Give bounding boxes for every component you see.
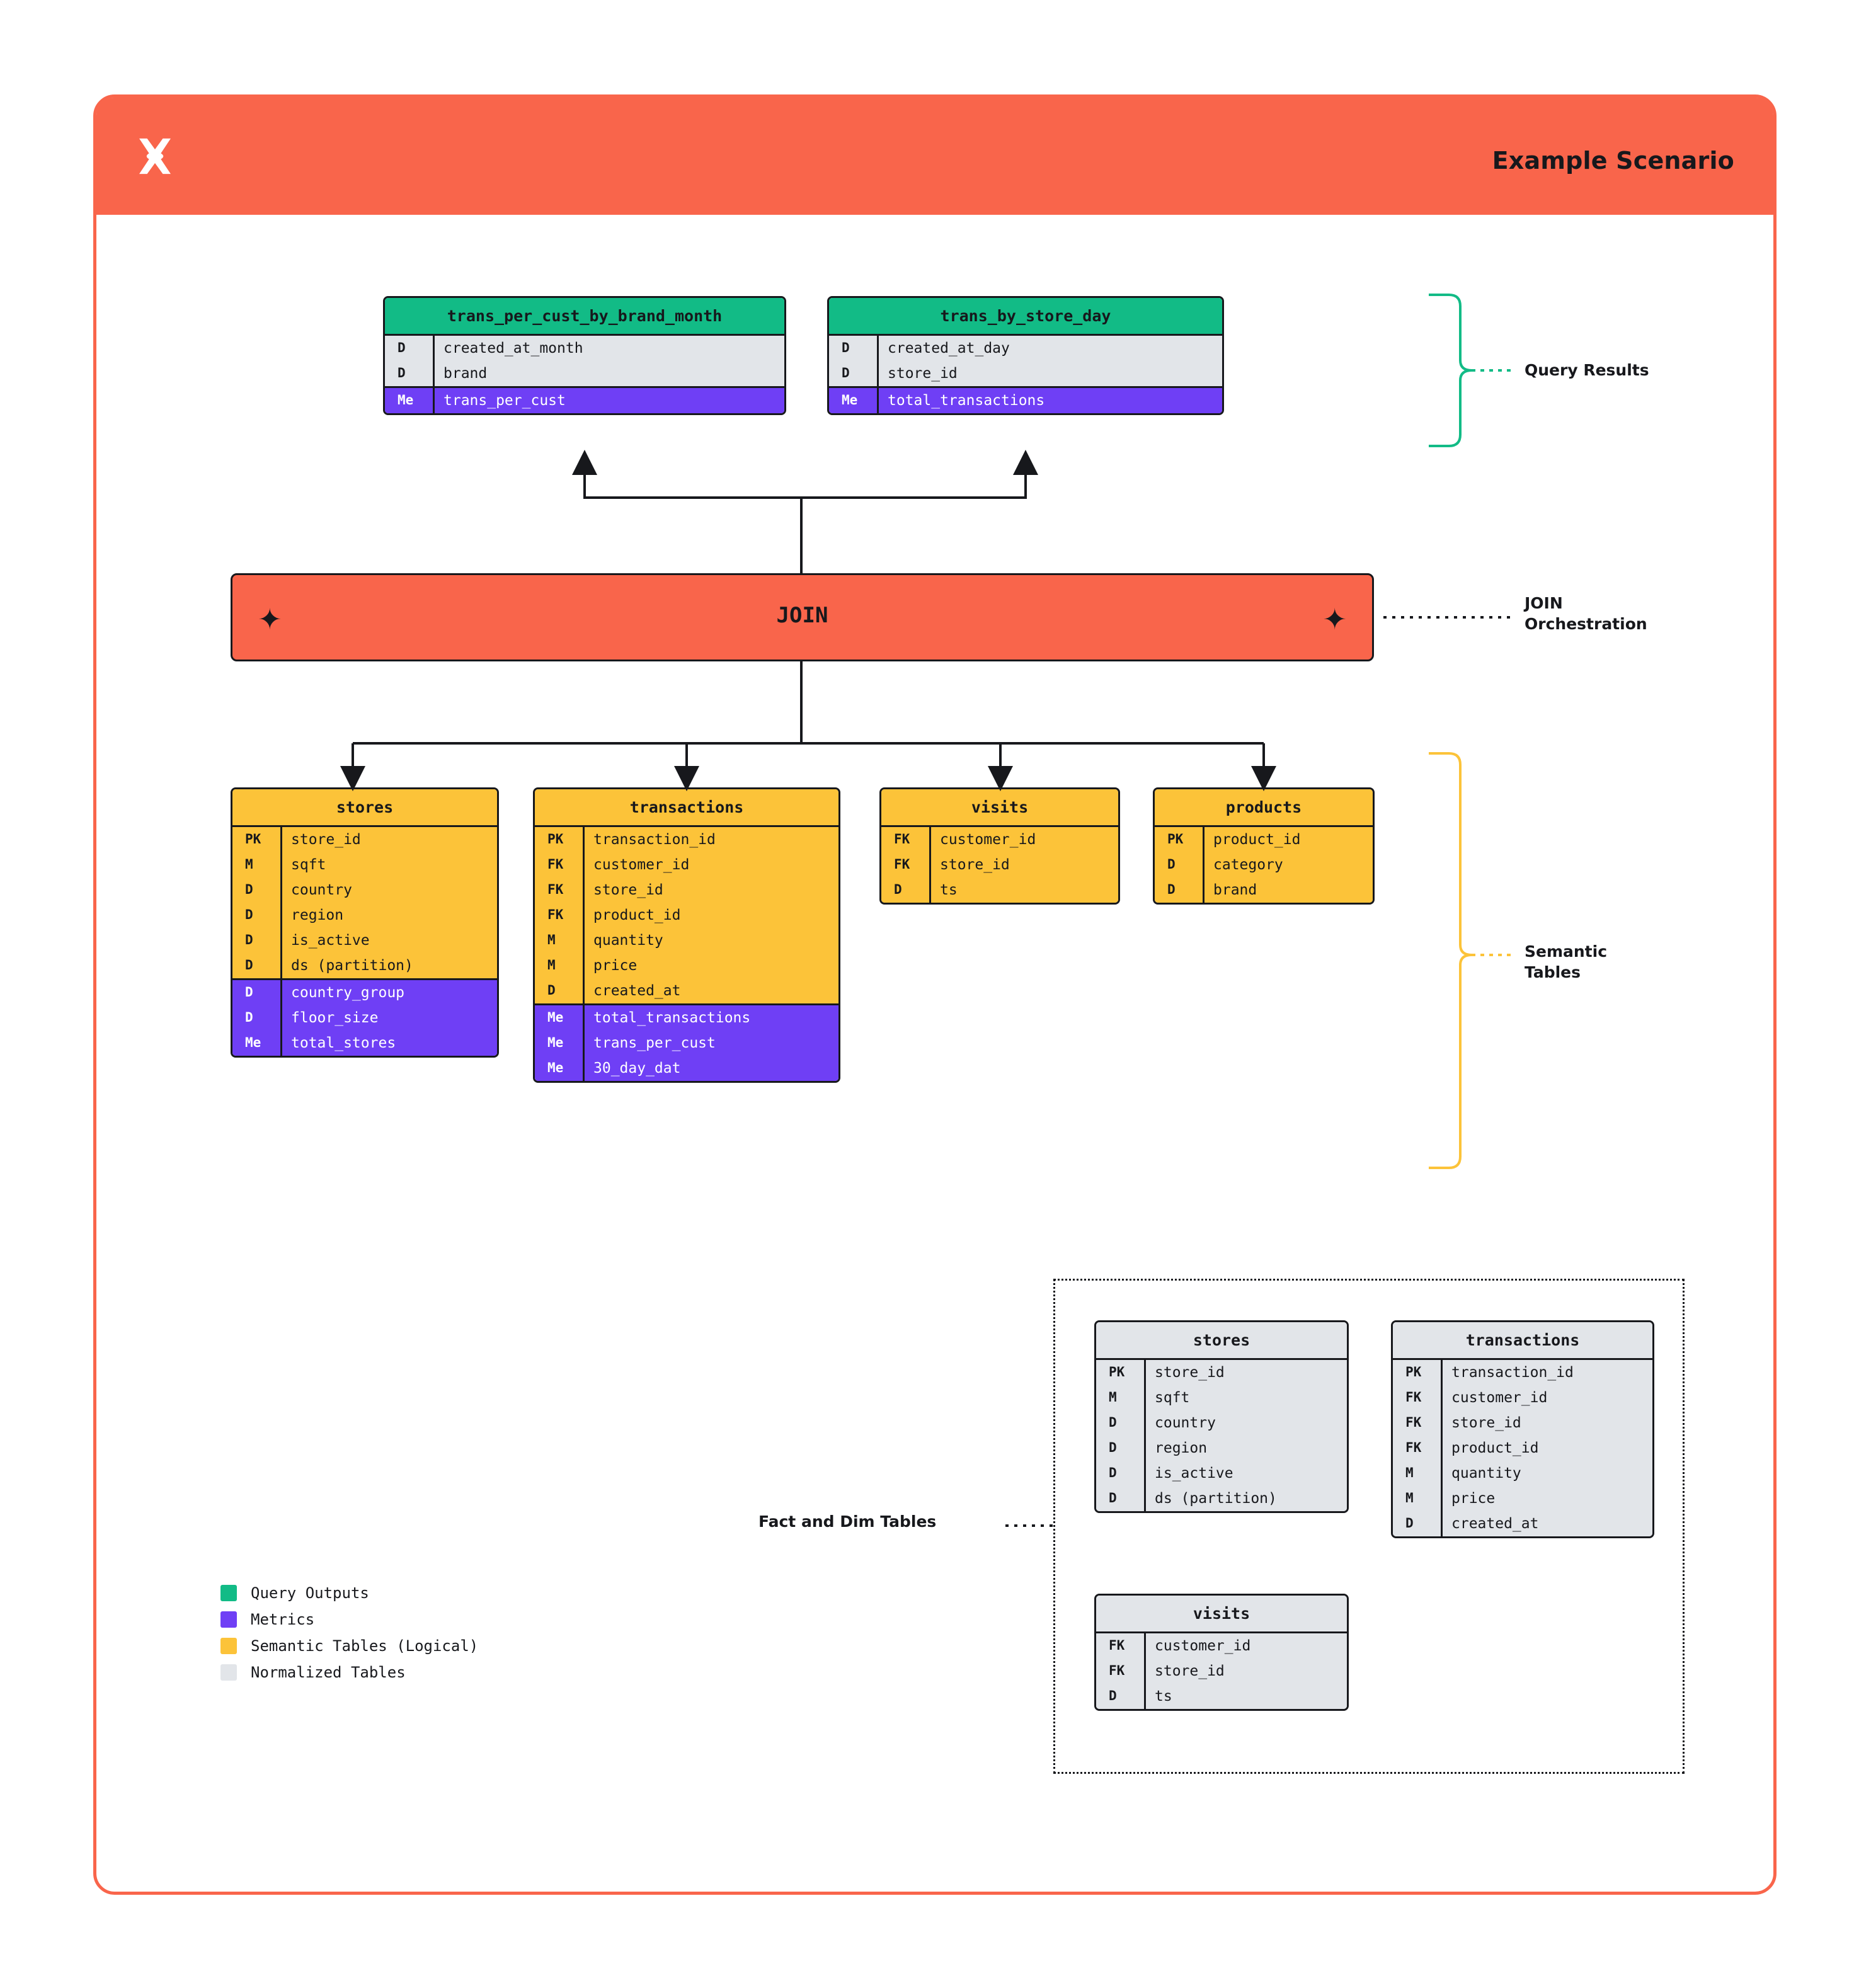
field-kind: D	[1109, 1490, 1117, 1505]
field-name: ds (partition)	[280, 953, 497, 978]
table-row	[232, 877, 497, 903]
legend-item	[220, 1584, 478, 1602]
join-orchestration-bar[interactable]	[231, 573, 1374, 661]
field-name: created_at_month	[433, 336, 784, 361]
field-name: country	[280, 877, 497, 903]
table-row	[1393, 1461, 1652, 1486]
table-row	[385, 388, 784, 413]
field-name: sqft	[1144, 1385, 1347, 1410]
legend-swatch-normalized-tables	[220, 1664, 237, 1681]
field-kind: FK	[547, 907, 564, 922]
table-fields	[232, 827, 497, 978]
table-header: products	[1155, 789, 1373, 827]
field-name: country_group	[280, 980, 497, 1005]
field-kind: D	[1167, 857, 1176, 872]
field-name: 30_day_dat	[583, 1056, 838, 1081]
field-name: ts	[929, 877, 1118, 903]
field-name: total_transactions	[877, 388, 1222, 413]
table-row	[1096, 1633, 1347, 1659]
table-metrics	[232, 978, 497, 1056]
legend-label: Metrics	[251, 1611, 315, 1628]
legend	[220, 1584, 478, 1690]
table-row	[385, 361, 784, 386]
field-kind: Me	[547, 1010, 564, 1025]
table-header: visits	[1096, 1596, 1347, 1633]
table-row	[881, 827, 1118, 852]
annotation-semantic-tables	[1525, 942, 1607, 983]
field-kind: Me	[547, 1035, 564, 1050]
field-kind: PK	[245, 831, 261, 847]
table-row	[1393, 1436, 1652, 1461]
legend-label: Semantic Tables (Logical)	[251, 1637, 479, 1655]
table-row	[232, 852, 497, 877]
table-fields	[1155, 827, 1373, 903]
table-row	[535, 953, 838, 978]
field-kind: M	[547, 957, 556, 973]
field-name: price	[1441, 1486, 1652, 1511]
table-row	[535, 827, 838, 852]
field-kind: D	[547, 983, 556, 998]
table-row	[1393, 1385, 1652, 1410]
field-name: store_id	[1144, 1659, 1347, 1684]
field-name: customer_id	[583, 852, 838, 877]
field-kind: D	[1109, 1440, 1117, 1455]
field-kind: D	[842, 365, 850, 380]
field-name: created_at	[1441, 1511, 1652, 1536]
legend-item	[220, 1611, 478, 1628]
semantic-table-visits	[879, 787, 1120, 905]
field-kind: D	[1109, 1688, 1117, 1703]
field-kind: FK	[894, 831, 910, 847]
annotation-line: JOIN	[1525, 594, 1563, 612]
field-kind: D	[245, 957, 253, 973]
table-fields	[1096, 1633, 1347, 1709]
table-row	[535, 877, 838, 903]
table-row	[829, 388, 1222, 413]
table-header: visits	[881, 789, 1118, 827]
field-name: brand	[1203, 877, 1373, 903]
field-name: is_active	[280, 928, 497, 953]
field-kind: D	[894, 882, 902, 897]
table-row	[232, 1005, 497, 1031]
table-row	[1096, 1659, 1347, 1684]
legend-item	[220, 1664, 478, 1681]
annotation-query-results: Query Results	[1525, 361, 1649, 379]
field-kind: FK	[1405, 1440, 1422, 1455]
field-kind: D	[245, 932, 253, 947]
field-kind: FK	[894, 857, 910, 872]
field-kind: M	[245, 857, 253, 872]
table-row	[535, 978, 838, 1003]
field-name: ts	[1144, 1684, 1347, 1709]
field-kind: FK	[1109, 1663, 1125, 1678]
field-kind: D	[1109, 1415, 1117, 1430]
table-row	[1393, 1360, 1652, 1385]
semantic-table-products	[1153, 787, 1375, 905]
table-row	[1096, 1486, 1347, 1511]
field-name: quantity	[1441, 1461, 1652, 1486]
table-row	[829, 361, 1222, 386]
table-dimensions	[829, 336, 1222, 386]
table-fields	[881, 827, 1118, 903]
field-kind: M	[1109, 1390, 1117, 1405]
table-header: stores	[1096, 1322, 1347, 1360]
field-kind: M	[1405, 1490, 1414, 1505]
legend-swatch-metrics	[220, 1611, 237, 1628]
table-row	[881, 877, 1118, 903]
table-fields	[535, 827, 838, 1003]
field-name: country	[1144, 1410, 1347, 1436]
field-kind: Me	[842, 392, 858, 408]
field-name: trans_per_cust	[433, 388, 784, 413]
table-row	[1155, 827, 1373, 852]
field-name: ds (partition)	[1144, 1486, 1347, 1511]
field-kind: D	[1167, 882, 1176, 897]
field-name: store_id	[583, 877, 838, 903]
normalized-table-stores	[1094, 1320, 1349, 1513]
table-dimensions	[385, 336, 784, 386]
table-metrics	[385, 386, 784, 413]
field-name: quantity	[583, 928, 838, 953]
page-title: Example Scenario	[1492, 147, 1734, 174]
field-name: store_id	[280, 827, 497, 852]
table-row	[1393, 1410, 1652, 1436]
table-row	[535, 903, 838, 928]
sparkle-icon: ✦	[1322, 602, 1347, 636]
table-row	[1155, 877, 1373, 903]
legend-label: Normalized Tables	[251, 1664, 406, 1681]
field-kind: Me	[245, 1035, 261, 1050]
table-row	[535, 928, 838, 953]
field-name: transaction_id	[583, 827, 838, 852]
table-row	[232, 953, 497, 978]
field-kind: FK	[547, 882, 564, 897]
annotation-line: Tables	[1525, 963, 1581, 981]
table-row	[232, 928, 497, 953]
table-header: transactions	[535, 789, 838, 827]
legend-swatch-semantic-tables	[220, 1638, 237, 1654]
table-row	[881, 852, 1118, 877]
field-name: floor_size	[280, 1005, 497, 1031]
table-row	[829, 336, 1222, 361]
table-row	[535, 1056, 838, 1081]
field-kind: FK	[1405, 1390, 1422, 1405]
field-name: total_stores	[280, 1031, 497, 1056]
legend-item	[220, 1637, 478, 1655]
table-fields	[1096, 1360, 1347, 1511]
table-row	[1155, 852, 1373, 877]
field-name: store_id	[929, 852, 1118, 877]
field-name: brand	[433, 361, 784, 386]
field-name: category	[1203, 852, 1373, 877]
table-row	[385, 336, 784, 361]
normalized-table-visits	[1094, 1594, 1349, 1711]
x-logo-icon	[130, 132, 180, 181]
legend-label: Query Outputs	[251, 1584, 369, 1602]
semantic-table-stores	[231, 787, 499, 1058]
table-row	[535, 1031, 838, 1056]
table-row	[232, 903, 497, 928]
field-name: store_id	[1441, 1410, 1652, 1436]
field-kind: FK	[1109, 1638, 1125, 1653]
field-name: sqft	[280, 852, 497, 877]
table-row	[535, 1005, 838, 1031]
table-row	[232, 827, 497, 852]
field-name: transaction_id	[1441, 1360, 1652, 1385]
table-header: transactions	[1393, 1322, 1652, 1360]
title-bar	[96, 98, 1773, 215]
annotation-join-orchestration	[1525, 593, 1647, 634]
legend-swatch-query-outputs	[220, 1585, 237, 1601]
field-name: total_transactions	[583, 1005, 838, 1031]
table-row	[1096, 1461, 1347, 1486]
query-result-table	[827, 296, 1224, 415]
field-kind: M	[1405, 1465, 1414, 1480]
table-row	[1096, 1360, 1347, 1385]
field-kind: M	[547, 932, 556, 947]
field-kind: D	[398, 365, 406, 380]
field-kind: FK	[547, 857, 564, 872]
field-kind: Me	[547, 1060, 564, 1075]
annotation-line: Semantic	[1525, 942, 1608, 961]
field-kind: Me	[398, 392, 414, 408]
field-name: region	[280, 903, 497, 928]
field-name: store_id	[1144, 1360, 1347, 1385]
field-name: region	[1144, 1436, 1347, 1461]
field-name: product_id	[1441, 1436, 1652, 1461]
table-row	[232, 1031, 497, 1056]
table-header: stores	[232, 789, 497, 827]
table-header: trans_by_store_day	[829, 298, 1222, 336]
field-kind: D	[245, 882, 253, 897]
normalized-table-transactions	[1391, 1320, 1654, 1538]
field-kind: D	[245, 1010, 253, 1025]
field-kind: PK	[1109, 1364, 1125, 1380]
table-header: trans_per_cust_by_brand_month	[385, 298, 784, 336]
table-metrics	[829, 386, 1222, 413]
field-name: price	[583, 953, 838, 978]
query-result-table	[383, 296, 786, 415]
table-row	[535, 852, 838, 877]
field-kind: PK	[1405, 1364, 1422, 1380]
annotation-fact-and-dim: Fact and Dim Tables	[758, 1512, 937, 1531]
field-name: customer_id	[1441, 1385, 1652, 1410]
field-kind: D	[245, 907, 253, 922]
field-kind: D	[245, 985, 253, 1000]
semantic-table-transactions	[533, 787, 840, 1083]
field-name: created_at_day	[877, 336, 1222, 361]
table-row	[1393, 1486, 1652, 1511]
field-kind: D	[842, 340, 850, 355]
field-kind: PK	[547, 831, 564, 847]
sparkle-icon: ✦	[258, 602, 282, 636]
field-name: customer_id	[929, 827, 1118, 852]
table-fields	[1393, 1360, 1652, 1536]
field-kind: FK	[1405, 1415, 1422, 1430]
table-metrics	[535, 1003, 838, 1081]
field-name: is_active	[1144, 1461, 1347, 1486]
table-row	[1393, 1511, 1652, 1536]
field-name: trans_per_cust	[583, 1031, 838, 1056]
annotation-line: Orchestration	[1525, 614, 1647, 633]
field-kind: PK	[1167, 831, 1184, 847]
table-row	[1096, 1684, 1347, 1709]
field-kind: D	[1405, 1516, 1414, 1531]
field-name: store_id	[877, 361, 1222, 386]
field-name: created_at	[583, 978, 838, 1003]
table-row	[232, 980, 497, 1005]
field-name: product_id	[583, 903, 838, 928]
table-row	[1096, 1385, 1347, 1410]
field-kind: D	[398, 340, 406, 355]
field-kind: D	[1109, 1465, 1117, 1480]
field-name: product_id	[1203, 827, 1373, 852]
field-name: customer_id	[1144, 1633, 1347, 1659]
table-row	[1096, 1436, 1347, 1461]
table-row	[1096, 1410, 1347, 1436]
join-label: JOIN	[776, 603, 828, 628]
